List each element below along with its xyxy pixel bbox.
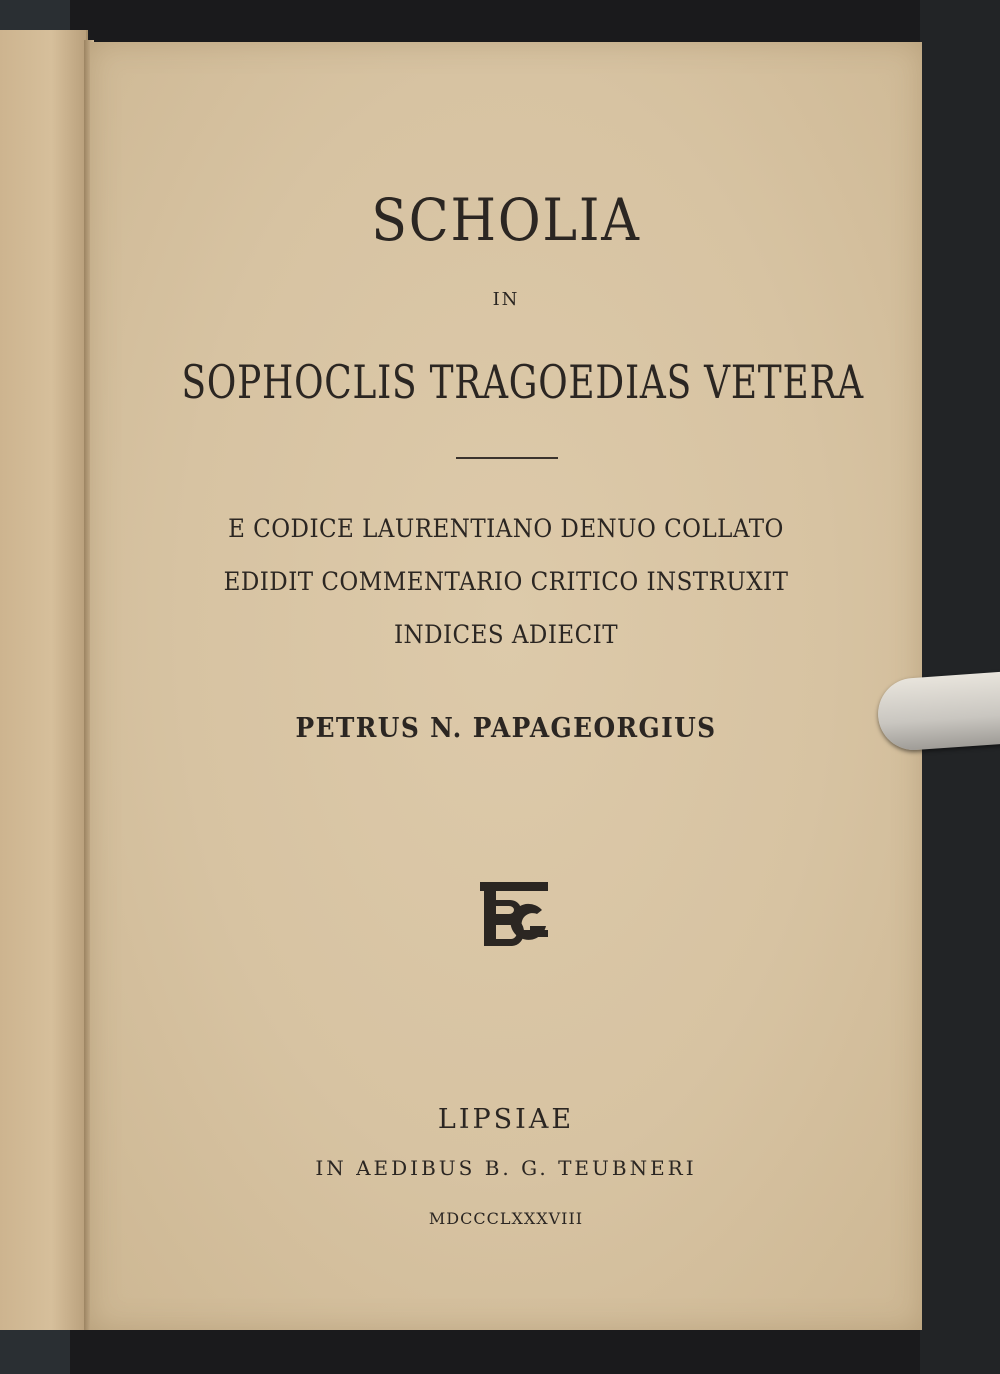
bookmark-clip — [876, 672, 1000, 753]
left-page-edge — [0, 30, 88, 1330]
title-preposition: IN — [492, 289, 520, 310]
description-line: INDICES ADIECIT — [393, 620, 619, 649]
description-line: E CODICE LAURENTIANO DENUO COLLATO — [228, 514, 784, 543]
imprint-publisher: IN AEDIBUS B. G. TEUBNERI — [315, 1156, 697, 1180]
divider-rule — [456, 457, 558, 459]
description-line: EDIDIT COMMENTARIO CRITICO INSTRUXIT — [223, 567, 789, 596]
teubner-logo-icon — [478, 880, 550, 950]
author-name: PETRUS N. PAPAGEORGIUS — [295, 713, 717, 744]
imprint-city: LIPSIAE — [437, 1104, 575, 1135]
book-title: SCHOLIA — [371, 186, 641, 254]
book-subtitle: SOPHOCLIS TRAGOEDIAS VETERA — [181, 355, 864, 409]
imprint-year: MDCCCLXXXVIII — [428, 1209, 584, 1228]
